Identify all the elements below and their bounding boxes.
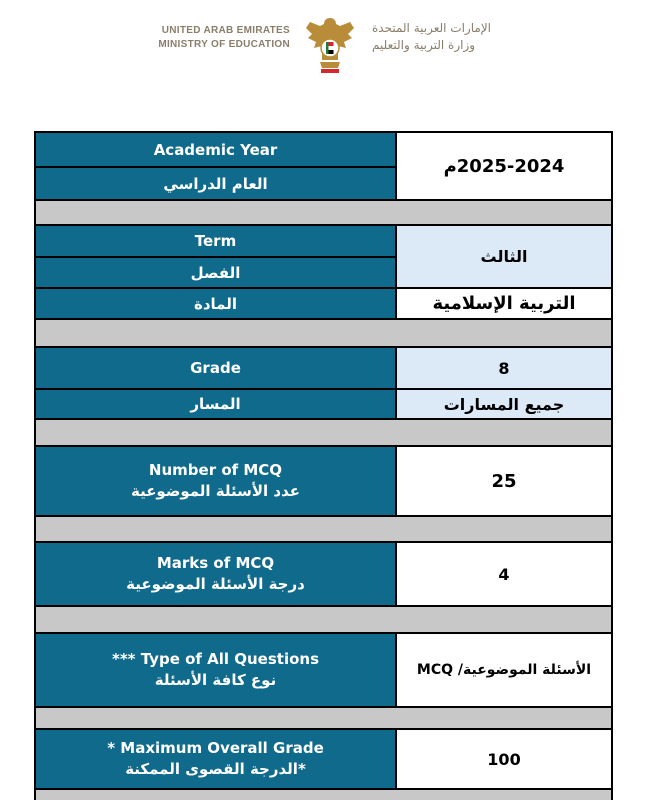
max-grade-label: [36, 730, 395, 788]
mcq-marks-value: 4: [397, 543, 611, 605]
term-label-ar: الفصل: [36, 258, 395, 287]
ministry-header: [0, 8, 661, 78]
row-separator: [36, 201, 611, 224]
header-ar-line2: وزارة التربية والتعليم: [372, 38, 476, 52]
max-grade-label-en: * Maximum Overall Grade: [107, 739, 324, 757]
grade-value: 8: [397, 348, 611, 388]
mcq-count-value: 25: [397, 447, 611, 515]
header-en-line2: MINISTRY OF EDUCATION: [158, 39, 290, 50]
question-type-label-en: *** Type of All Questions: [111, 650, 320, 668]
academic-year-value: 2025-2024م: [397, 133, 611, 199]
track-value: جميع المسارات: [397, 390, 611, 418]
row-separator: [36, 708, 611, 728]
mcq-count-label-ar: عدد الأسئلة الموضوعية: [130, 482, 301, 500]
row-separator: [36, 420, 611, 445]
mcq-count-label: [36, 447, 395, 515]
row-separator: [36, 320, 611, 346]
question-type-label-ar: نوع كافة الأسئلة: [154, 671, 277, 689]
subject-value: التربية الإسلامية: [397, 289, 611, 318]
academic-year-label-ar: العام الدراسي: [36, 168, 395, 199]
header-arabic: [372, 20, 542, 54]
academic-year-label-en: Academic Year: [36, 133, 395, 166]
subject-label-ar: المادة: [36, 289, 395, 318]
max-grade-value: 100: [397, 730, 611, 788]
question-type-value: الأسئلة الموضوعية/ MCQ: [397, 634, 611, 706]
term-value: الثالث: [397, 226, 611, 287]
max-grade-label-ar: *الدرجة القصوى الممكنة: [125, 760, 306, 778]
mcq-marks-label-ar: درجة الأسئلة الموضوعية: [126, 575, 305, 593]
track-label-ar: المسار: [36, 390, 395, 418]
term-label-en: Term: [36, 226, 395, 256]
header-english: [120, 24, 290, 52]
question-type-label: [36, 634, 395, 706]
header-en-line1: UNITED ARAB EMIRATES: [161, 25, 290, 36]
header-ar-line1: الإمارات العربية المتحدة: [372, 21, 491, 35]
mcq-marks-label: [36, 543, 395, 605]
mcq-count-label-en: Number of MCQ: [148, 461, 283, 479]
exam-info-table: [34, 131, 613, 800]
row-separator: [36, 790, 611, 800]
mcq-marks-label-en: Marks of MCQ: [156, 554, 275, 572]
uae-emblem-icon: [302, 12, 358, 76]
row-separator: [36, 517, 611, 541]
grade-label-en: Grade: [36, 348, 395, 388]
row-separator: [36, 607, 611, 632]
